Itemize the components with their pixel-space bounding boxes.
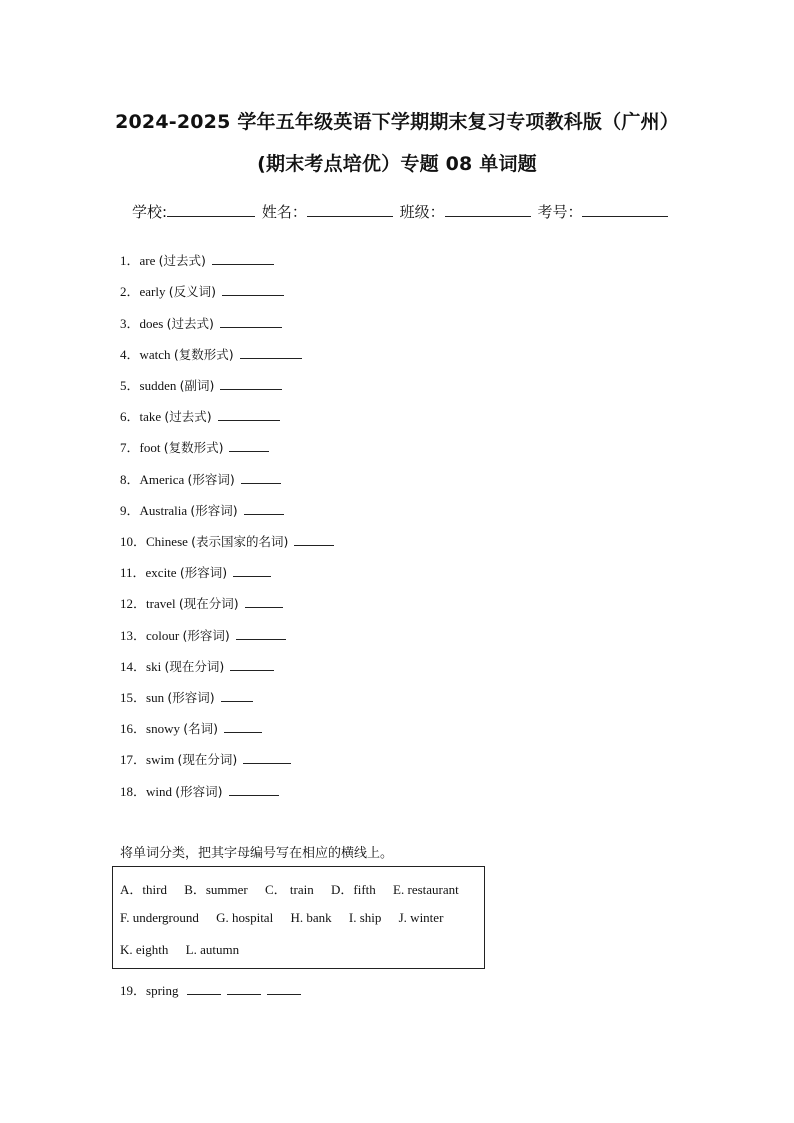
question-item: 18．wind (形容词) <box>120 781 279 800</box>
class-blank[interactable] <box>445 202 531 217</box>
exam-number-label: 考号： <box>537 203 583 221</box>
answer-blank[interactable] <box>221 689 253 702</box>
page-title-line-2: (期末考点培优）专题 08 单词题 <box>257 153 537 175</box>
question-item: 12．travel (现在分词) <box>120 593 283 612</box>
option-i: I. ship <box>348 910 382 925</box>
option-j: J. winter <box>398 910 444 925</box>
option-f: F. underground <box>120 910 199 925</box>
options-row <box>120 879 459 898</box>
answer-blank[interactable] <box>220 377 282 390</box>
school-blank[interactable] <box>167 202 255 217</box>
question-item: 7．foot (复数形式) <box>120 437 269 456</box>
question-item: 1．are (过去式) <box>120 250 274 269</box>
answer-blank[interactable] <box>229 439 269 452</box>
options-row <box>120 910 443 926</box>
question-item: 19．spring <box>120 980 301 999</box>
option-d: D．fifth <box>331 882 376 897</box>
question-item: 16．snowy (名词) <box>120 718 262 737</box>
page-title-line-1: 2024-2025 学年五年级英语下学期期末复习专项教科版（广州） <box>115 111 679 133</box>
option-k: K. eighth <box>120 942 169 957</box>
name-label: 姓名： <box>261 203 307 221</box>
answer-blank[interactable] <box>243 751 291 764</box>
question-item: 5．sudden (副词) <box>120 375 282 394</box>
question-item: 3．does (过去式) <box>120 313 282 332</box>
section-instruction: 将单词分类，把其字母编号写在相应的横线上。 <box>120 846 394 861</box>
class-label: 班级： <box>399 203 445 221</box>
option-a: A．third <box>120 882 167 897</box>
name-blank[interactable] <box>307 202 393 217</box>
option-l: L. autumn <box>185 942 240 957</box>
student-info-row <box>132 201 670 222</box>
question-item: 6．take (过去式) <box>120 406 280 425</box>
option-h: H. bank <box>290 910 332 925</box>
option-b: B．summer <box>184 882 248 897</box>
answer-blank[interactable] <box>245 595 283 608</box>
answer-blank[interactable] <box>230 658 274 671</box>
answer-blank[interactable] <box>212 252 274 265</box>
answer-blank[interactable] <box>236 627 286 640</box>
answer-blank[interactable] <box>227 982 261 995</box>
question-item: 13．colour (形容词) <box>120 625 286 644</box>
answer-blank[interactable] <box>233 564 271 577</box>
answer-blank[interactable] <box>187 982 221 995</box>
answer-blank[interactable] <box>218 408 280 421</box>
answer-blank[interactable] <box>222 283 284 296</box>
question-item: 15．sun (形容词) <box>120 687 253 706</box>
answer-blank[interactable] <box>241 471 281 484</box>
option-c: C． train <box>265 882 314 897</box>
question-item: 17．swim (现在分词) <box>120 749 291 768</box>
question-item: 8．America (形容词) <box>120 469 281 488</box>
question-item: 10．Chinese (表示国家的名词) <box>120 531 334 550</box>
question-item: 14．ski (现在分词) <box>120 656 274 675</box>
answer-blank[interactable] <box>240 346 302 359</box>
option-g: G. hospital <box>216 910 274 925</box>
answer-blank[interactable] <box>244 502 284 515</box>
question-item: 2．early (反义词) <box>120 281 284 300</box>
answer-blank[interactable] <box>294 533 334 546</box>
school-label: 学校: <box>132 203 168 221</box>
options-row <box>120 942 253 958</box>
question-item: 4．watch (复数形式) <box>120 344 302 363</box>
answer-blank[interactable] <box>220 315 282 328</box>
option-e: E. restaurant <box>393 882 459 897</box>
answer-blank[interactable] <box>224 720 262 733</box>
answer-blank[interactable] <box>267 982 301 995</box>
question-item: 9．Australia (形容词) <box>120 500 284 519</box>
word-options-box <box>112 866 485 969</box>
question-item: 11．excite (形容词) <box>120 562 271 581</box>
answer-blank[interactable] <box>229 783 279 796</box>
exam-number-blank[interactable] <box>582 202 668 217</box>
